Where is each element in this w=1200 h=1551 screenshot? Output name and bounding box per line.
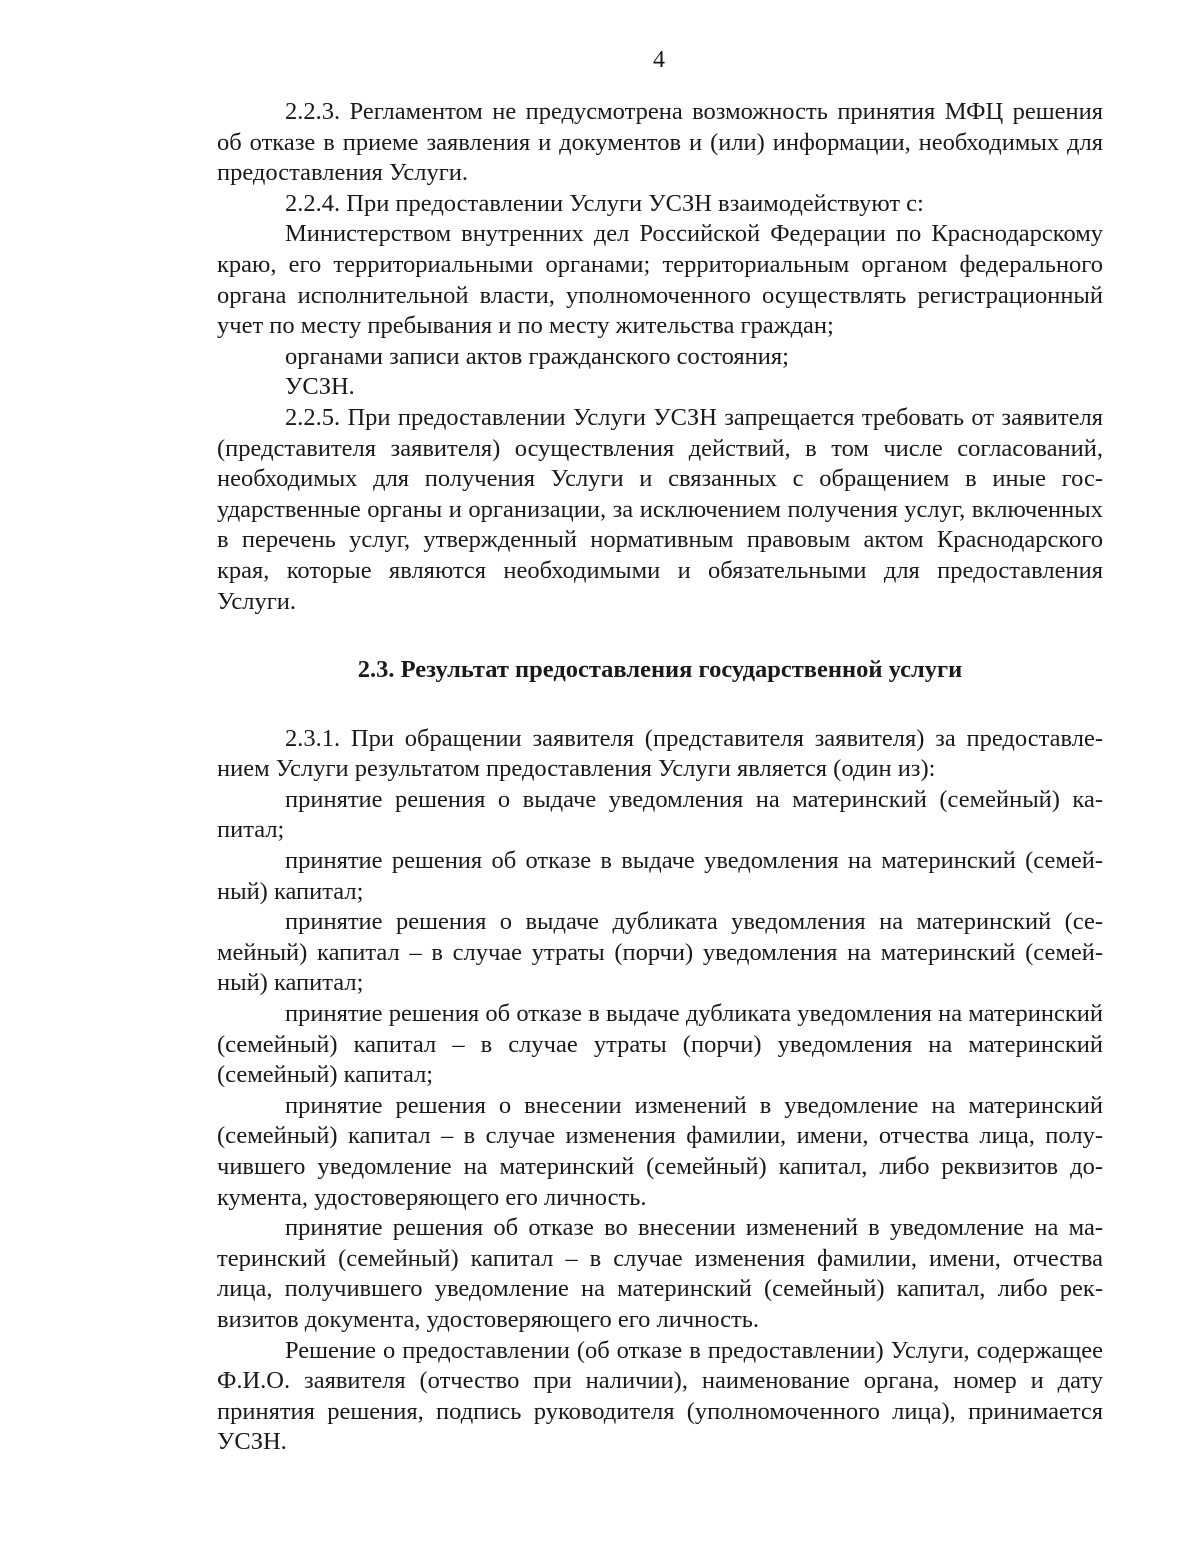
result-item-amend-notice: принятие решения о внесении изменений в уведомление на материнский (семейный) капитал – в случае изменения фамилии, имени, отчества лица, получившего уведомление на материнский (семейный) капитал, либо реквизитов документа, удостоверяющего его личность. [217, 1091, 1103, 1211]
paragraph-decision-content: Решение о предоставлении (об отказе в предоставлении) Услуги, содержащее Ф.И.О. заявителя (отчество при наличии), наименование органа, номер и дату принятия решения, подпись руководителя (уполномоченного лица), принимается УСЗН. [217, 1336, 1103, 1456]
document-body [217, 97, 1103, 1458]
result-item-refuse-duplicate: принятие решения об отказе в выдаче дубликата уведомления на материнский (семейный) капитал – в случае утраты (порчи) уведомления на материнский (семейный) капитал; [217, 1000, 1103, 1089]
paragraph-interaction-registry: органами записи актов гражданского состояния; [285, 342, 789, 370]
paragraph-interaction-uszn: УСЗН. [285, 373, 355, 401]
paragraph-2-2-4: 2.2.4. При предоставлении Услуги УСЗН взаимодействуют с: [285, 189, 924, 217]
result-item-refuse-notice: принятие решения об отказе в выдаче уведомления на материнский (семейный) капитал; [217, 847, 1103, 905]
section-heading-2-3: 2.3. Результат предоставления государственной услуги [357, 656, 963, 684]
paragraph-2-2-3: 2.2.3. Регламентом не предусмотрена возможность принятия МФЦ решения об отказе в приеме заявления и документов и (или) информации, необходимых для предоставления Услуги. [217, 98, 1103, 187]
result-item-refuse-amend: принятие решения об отказе во внесении изменений в уведомление на материнский (семейный) капитал – в случае изменения фамилии, имени, отчества лица, получившего уведомление на материнский (семейный) капитал, либо реквизитов документа, удостоверяющего его личность. [217, 1214, 1103, 1333]
paragraph-2-2-5: 2.2.5. При предоставлении Услуги УСЗН запрещается требовать от заявителя (представителя заявителя) осуществления действий, в том числе согласований, необходимых для получения Услуги и связанных с обращением в иные государственные органы и организации, за исключением получения услуг, включенных в перечень услуг, утвержденный нормативным правовым актом Краснодарского края, которые являются необходимыми и обязательными для предоставления Услуги. [217, 403, 1103, 615]
result-item-issue-duplicate: принятие решения о выдаче дубликата уведомления на материнский (семейный) капитал – в случае утраты (порчи) уведомления на материнский (семейный) капитал; [217, 908, 1103, 997]
result-item-issue-notice: принятие решения о выдаче уведомления на материнский (семейный) капитал; [217, 785, 1103, 844]
paragraph-2-3-1: 2.3.1. При обращении заявителя (представителя заявителя) за предоставлением Услуги результатом предоставления Услуги является (один из): [217, 724, 1103, 783]
paragraph-interaction-ministry: Министерством внутренних дел Российской Федерации по Краснодарскому краю, его территориальными органами; территориальным органом федерального органа исполнительной власти, уполномоченного осуществлять регистрационный учет по месту пребывания и по месту жительства граждан; [217, 220, 1103, 340]
page-number: 4 [653, 47, 665, 73]
